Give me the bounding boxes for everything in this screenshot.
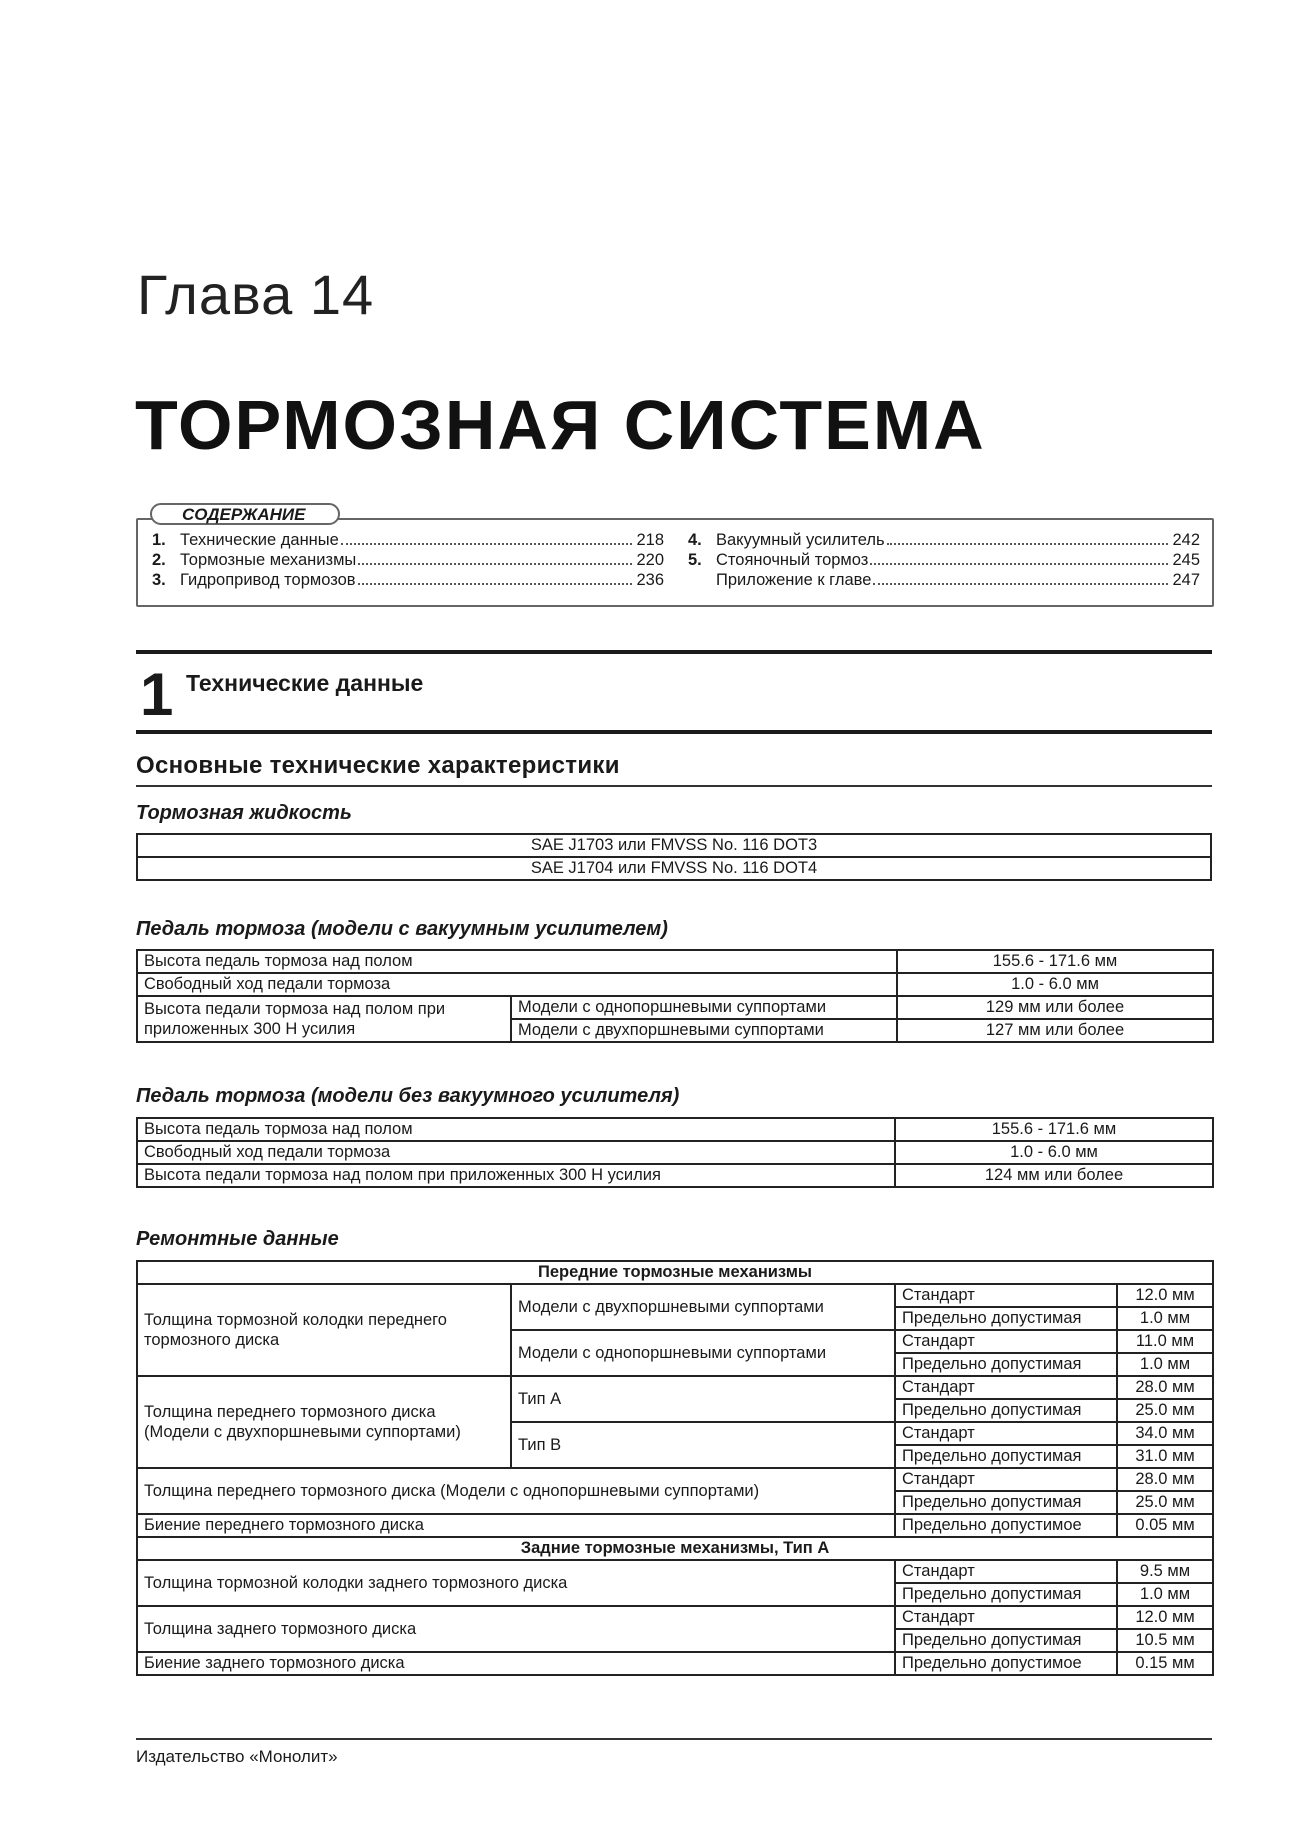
pedal-vac-heading: Педаль тормоза (модели с вакуумным усилителем) [136, 918, 668, 940]
section-number: 1 [140, 661, 174, 728]
table-row: Предельно допустимая 25.0 мм [137, 1399, 1213, 1422]
section-rule-top [136, 650, 1212, 654]
contents-item[interactable]: Приложение к главе 247 [716, 571, 1200, 589]
contents-item[interactable]: 5. Стояночный тормоз 245 [688, 551, 1200, 569]
contents-item[interactable]: 2. Тормозные механизмы 220 [152, 551, 664, 569]
table-row: Предельно допустимая 1.0 мм [137, 1353, 1213, 1376]
contents-item[interactable]: 3. Гидропривод тормозов 236 [152, 571, 664, 589]
table-row: Толщина переднего тормозного диска (Модели с двухпоршневыми суппортами) Тип А Стандарт 28.0 мм [137, 1376, 1213, 1399]
leader-dots [887, 543, 1168, 545]
leader-dots [358, 563, 632, 565]
table-row: Высота педали тормоза над полом при приложенных 300 Н усилия Модели с однопоршневыми суппортами 129 мм или более [137, 996, 1213, 1019]
page-title: ТОРМОЗНАЯ СИСТЕМА [135, 386, 986, 464]
chapter-label: Глава 14 [137, 263, 375, 326]
contents-column-left [152, 531, 664, 591]
repair-table [136, 1260, 1214, 1676]
table-row: Толщина тормозной колодки заднего тормозного диска Стандарт 9.5 мм [137, 1560, 1213, 1583]
table-row: Биение переднего тормозного диска Предельно допустимое 0.05 мм [137, 1514, 1213, 1537]
table-row: Биение заднего тормозного диска Предельно допустимое 0.15 мм [137, 1652, 1213, 1675]
table-row: Задние тормозные механизмы, Тип А [137, 1537, 1213, 1560]
contents-item[interactable]: 1. Технические данные 218 [152, 531, 664, 549]
section-title: Технические данные [186, 670, 424, 696]
pedal-novac-table [136, 1117, 1214, 1188]
section-rule-bottom [136, 730, 1212, 734]
fluid-table [136, 833, 1212, 881]
footer-publisher: Издательство «Монолит» [136, 1747, 338, 1766]
table-row: Высота педаль тормоза над полом 155.6 - 171.6 мм [137, 950, 1213, 973]
table-row: Предельно допустимая 1.0 мм [137, 1307, 1213, 1330]
contents-column-right [688, 531, 1200, 591]
table-row: Высота педали тормоза над полом при приложенных 300 Н усилия 124 мм или более [137, 1164, 1213, 1187]
table-row: Передние тормозные механизмы [137, 1261, 1213, 1284]
table-row: Предельно допустимая 25.0 мм [137, 1491, 1213, 1514]
leader-dots [870, 563, 1168, 565]
table-row: Предельно допустимая 10.5 мм [137, 1629, 1213, 1652]
table-row: Свободный ход педали тормоза 1.0 - 6.0 мм [137, 1141, 1213, 1164]
table-row [137, 857, 1211, 880]
table-row: Модели с двухпоршневыми суппортами 127 мм или более [137, 1019, 1213, 1042]
subsection-title: Основные технические характеристики [136, 752, 620, 779]
contents-item[interactable]: 4. Вакуумный усилитель 242 [688, 531, 1200, 549]
subsection-rule [136, 785, 1212, 787]
contents-label: СОДЕРЖАНИЕ [150, 503, 340, 525]
table-row: Высота педаль тормоза над полом 155.6 - 171.6 мм [137, 1118, 1213, 1141]
fluid-heading: Тормозная жидкость [136, 802, 352, 824]
table-row: Толщина тормозной колодки переднего тормозного диска Модели с двухпоршневыми суппортами Стандарт 12.0 мм [137, 1284, 1213, 1307]
table-row: Модели с однопоршневыми суппортами Стандарт 11.0 мм [137, 1330, 1213, 1353]
table-row: Тип В Стандарт 34.0 мм [137, 1422, 1213, 1445]
footer-rule [136, 1738, 1212, 1740]
pedal-vac-table [136, 949, 1214, 1043]
repair-heading: Ремонтные данные [136, 1228, 339, 1250]
pedal-novac-heading: Педаль тормоза (модели без вакуумного усилителя) [136, 1085, 680, 1107]
table-row: Толщина заднего тормозного диска Стандарт 12.0 мм [137, 1606, 1213, 1629]
fluid-spec: SAE J1704 или FMVSS No. 116 DOT4 [137, 857, 1211, 880]
table-row: Свободный ход педали тормоза 1.0 - 6.0 мм [137, 973, 1213, 996]
leader-dots [358, 583, 632, 585]
table-row: Предельно допустимая 31.0 мм [137, 1445, 1213, 1468]
leader-dots [873, 583, 1168, 585]
table-row [137, 834, 1211, 857]
leader-dots [341, 543, 632, 545]
table-row: Предельно допустимая 1.0 мм [137, 1583, 1213, 1606]
fluid-spec: SAE J1703 или FMVSS No. 116 DOT3 [137, 834, 1211, 857]
table-row: Толщина переднего тормозного диска (Модели с однопоршневыми суппортами) Стандарт 28.0 мм [137, 1468, 1213, 1491]
